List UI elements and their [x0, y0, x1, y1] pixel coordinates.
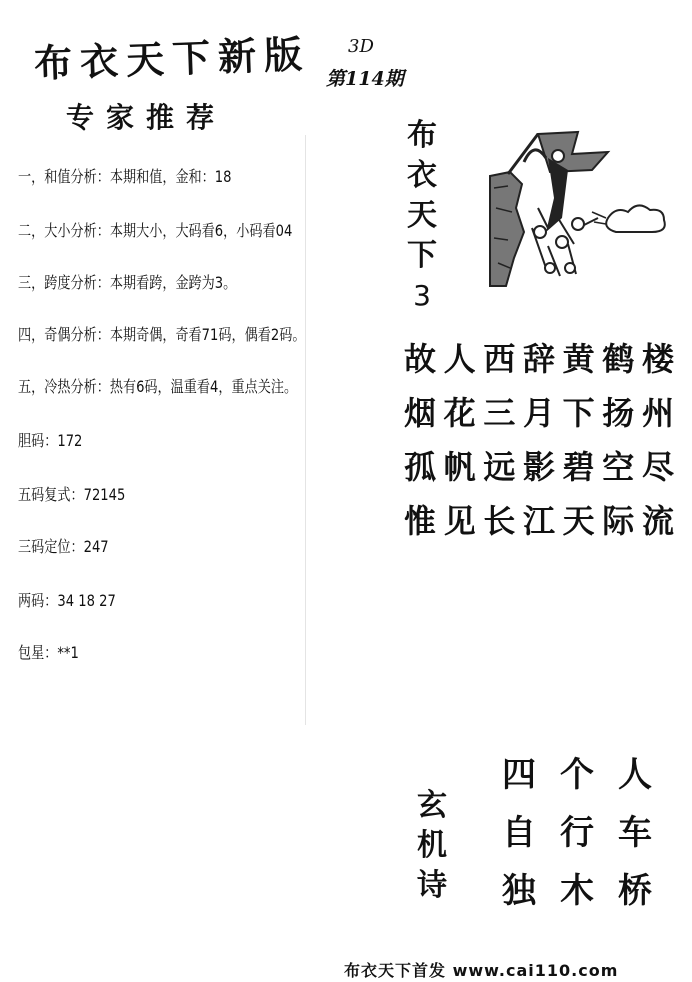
poem-line [404, 492, 674, 546]
side-title [404, 116, 440, 316]
analysis-line-hotcold: 五，冷热分析：热有6码，温重看4，重点关注。 [18, 377, 298, 396]
analysis-line-star: 包星：**1 [18, 643, 79, 662]
riddle-char: 自 [502, 812, 536, 853]
riddle-char: 人 [618, 754, 652, 795]
poem-char: 鹤 [602, 340, 635, 378]
analysis-line-dan: 胆码：172 [18, 431, 83, 450]
riddle-char: 四 [502, 754, 536, 795]
riddle-poem [502, 742, 652, 916]
issue-number: 第114期 [326, 68, 404, 90]
poem-char: 扬 [602, 394, 635, 432]
poem-char: 流 [641, 502, 674, 540]
poem-char: 江 [522, 502, 555, 540]
poem-char: 空 [602, 448, 635, 486]
poem-char: 故 [404, 340, 437, 378]
poem-char: 烟 [404, 394, 437, 432]
analysis-line-five: 五码复式：72145 [18, 485, 126, 504]
poem-char: 惟 [404, 502, 437, 540]
analysis-line-size: 二，大小分析：本期大小，大码看6，小码看04 [18, 221, 293, 240]
poem-char: 三 [483, 394, 516, 432]
riddle-char: 行 [560, 812, 594, 853]
side-title-char: 衣 [407, 158, 437, 193]
poem-char: 长 [483, 502, 516, 540]
riddle-label-char: 机 [417, 828, 447, 863]
poem-char: 州 [641, 394, 674, 432]
column-divider [305, 135, 306, 725]
poem-char: 帆 [443, 448, 476, 486]
page-title: 布衣天下新版 [33, 31, 311, 86]
analysis-line-span: 三，跨度分析：本期看跨，金跨为3。 [18, 273, 237, 292]
riddle-line [502, 742, 652, 800]
riddle-line [502, 800, 652, 858]
poem [404, 330, 674, 546]
section-subtitle: 专家推荐 [66, 101, 227, 134]
poem-line [404, 384, 674, 438]
poem-char: 辞 [522, 340, 555, 378]
poem-char: 人 [443, 340, 476, 378]
poem-char: 碧 [562, 448, 595, 486]
poem-char: 黄 [562, 340, 595, 378]
side-title-char: 下 [407, 238, 437, 273]
cartoon-illustration [488, 128, 678, 288]
analysis-line-sum: 一，和值分析：本期和值，金和：18 [18, 167, 232, 186]
poem-char: 远 [483, 448, 516, 486]
side-title-char: 布 [407, 118, 437, 153]
analysis-line-parity: 四，奇偶分析：本期奇偶，奇看71码，偶看2码。 [18, 325, 306, 344]
poem-char: 楼 [641, 340, 674, 378]
poem-line [404, 438, 674, 492]
poem-char: 孤 [404, 448, 437, 486]
poem-char: 花 [443, 394, 476, 432]
poem-line [404, 330, 674, 384]
game-label: 3D [348, 36, 374, 57]
side-title-char: 天 [407, 198, 437, 233]
poem-char: 影 [522, 448, 555, 486]
footer-credit: 布衣天下首发 www.cai110.com [344, 961, 619, 980]
riddle-char: 桥 [618, 870, 652, 911]
riddle-char: 木 [560, 870, 594, 911]
riddle-label [414, 786, 450, 906]
riddle-label-char: 玄 [417, 788, 447, 823]
poem-char: 天 [562, 502, 595, 540]
poem-char: 尽 [641, 448, 674, 486]
poem-char: 月 [522, 394, 555, 432]
riddle-char: 车 [618, 812, 652, 853]
poem-char: 际 [602, 502, 635, 540]
poem-char: 见 [443, 502, 476, 540]
analysis-line-three: 三码定位：247 [18, 537, 109, 556]
riddle-char: 独 [502, 870, 536, 911]
riddle-char: 个 [560, 754, 594, 795]
riddle-line [502, 858, 652, 916]
poem-char: 下 [562, 394, 595, 432]
side-title-number: 3 [413, 279, 431, 312]
poem-char: 西 [483, 340, 516, 378]
riddle-label-char: 诗 [417, 868, 447, 903]
analysis-line-two: 两码：34 18 27 [18, 591, 116, 610]
